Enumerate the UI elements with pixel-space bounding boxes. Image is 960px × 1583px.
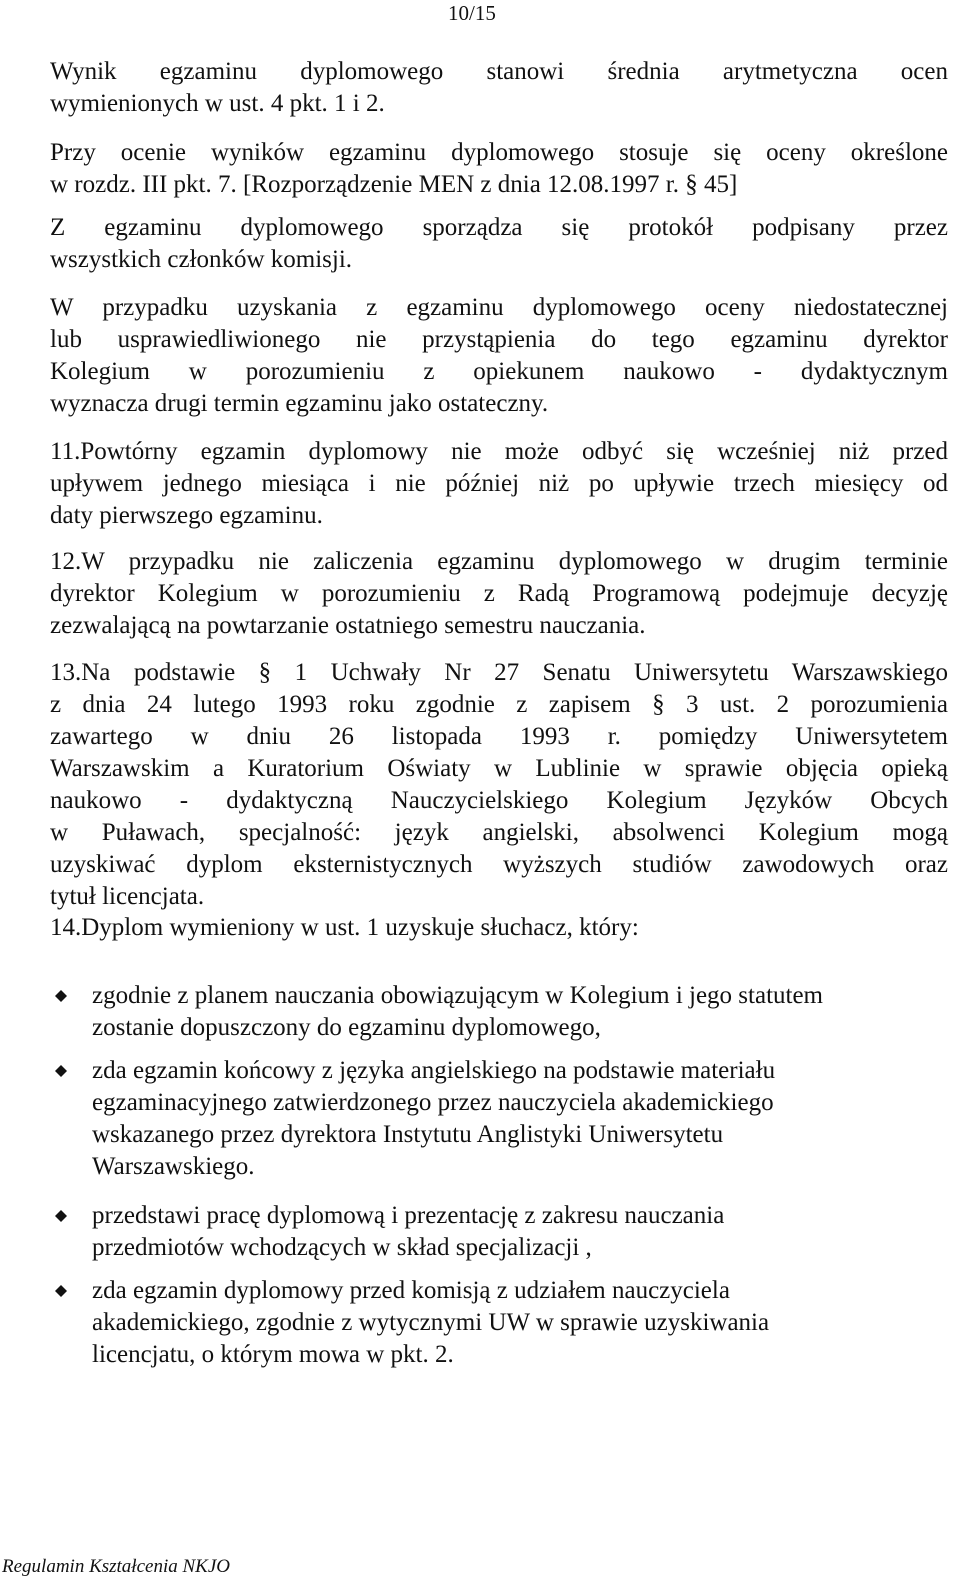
paragraph-14 xyxy=(50,912,948,944)
text-line: zda egzamin końcowy z języka angielskiego na podstawie materiału xyxy=(92,1057,776,1084)
diamond-bullet-icon xyxy=(55,1210,67,1222)
text-line: zawartego w dniu 26 listopada 1993 r. pomiędzy Uniwersytetem xyxy=(50,723,948,750)
text-line: w Puławach, specjalność: język angielski, absolwenci Kolegium mogą xyxy=(50,819,948,846)
text-line: akademickiego, zgodnie z wytycznymi UW w sprawie uzyskiwania xyxy=(92,1309,770,1336)
text-line: wszystkich członków komisji. xyxy=(50,246,353,273)
paragraph-11 xyxy=(50,436,948,532)
text-line: 12.W przypadku nie zaliczenia egzaminu dyplomowego w drugim terminie xyxy=(50,548,948,575)
text-line: W przypadku uzyskania z egzaminu dyplomowego oceny niedostatecznej xyxy=(50,294,948,321)
text-line: Warszawskim a Kuratorium Oświaty w Lublinie w sprawie objęcia opieką xyxy=(50,755,948,782)
diamond-bullet-icon xyxy=(55,1065,67,1077)
text-line: naukowo - dydaktyczną Nauczycielskiego Kolegium Języków Obcych xyxy=(50,787,948,814)
text-line: zezwalającą na powtarzanie ostatniego semestru nauczania. xyxy=(50,612,646,639)
text-line: zostanie dopuszczony do egzaminu dyplomowego, xyxy=(92,1014,601,1041)
text-line: uzyskiwać dyplom eksternistycznych wyższych studiów zawodowych oraz xyxy=(50,851,948,878)
text-line: Przy ocenie wyników egzaminu dyplomowego stosuje się oceny określone xyxy=(50,139,948,166)
text-line: tytuł licencjata. xyxy=(50,883,205,910)
paragraph-second-term xyxy=(50,292,948,420)
text-line: daty pierwszego egzaminu. xyxy=(50,502,323,529)
text-line: wymienionych w ust. 4 pkt. 1 i 2. xyxy=(50,90,385,117)
text-line: przedstawi pracę dyplomową i prezentację z zakresu nauczania xyxy=(92,1202,725,1229)
paragraph-protocol xyxy=(50,212,948,276)
text-line: dyrektor Kolegium w porozumieniu z Radą Programową podejmuje decyzję xyxy=(50,580,948,607)
text-line: przedmiotów wchodzących w skład specjalizacji , xyxy=(92,1234,592,1261)
text-line: Wynik egzaminu dyplomowego stanowi średnia arytmetyczna ocen xyxy=(50,58,948,85)
text-line: lub usprawiedliwionego nie przystąpienia do tego egzaminu dyrektor xyxy=(50,326,948,353)
text-line: 11.Powtórny egzamin dyplomowy nie może odbyć się wcześniej niż przed xyxy=(50,438,948,465)
text-line: egzaminacyjnego zatwierdzonego przez nauczyciela akademickiego xyxy=(92,1089,774,1116)
text-line: wskazanego przez dyrektora Instytutu Anglistyki Uniwersytetu xyxy=(92,1121,724,1148)
text-line: 13.Na podstawie § 1 Uchwały Nr 27 Senatu Uniwersytetu Warszawskiego xyxy=(50,659,948,686)
text-line: licencjatu, o którym mowa w pkt. 2. xyxy=(92,1341,454,1368)
diamond-bullet-icon xyxy=(55,1285,67,1297)
text-line: Warszawskiego. xyxy=(92,1153,255,1180)
page-number: 10/15 xyxy=(448,1,496,25)
text-line: upływem jednego miesiąca i nie później niż po upływie trzech miesięcy od xyxy=(50,470,948,497)
paragraph-exam-grade xyxy=(50,56,948,120)
text-line: 14.Dyplom wymieniony w ust. 1 uzyskuje słuchacz, który: xyxy=(50,914,639,941)
text-line: Z egzaminu dyplomowego sporządza się protokół podpisany przez xyxy=(50,214,948,241)
diamond-bullet-icon xyxy=(55,990,67,1002)
text-line: z dnia 24 lutego 1993 roku zgodnie z zapisem § 3 ust. 2 porozumienia xyxy=(50,691,948,718)
paragraph-grading-rules xyxy=(50,137,948,201)
text-line: w rozdz. III pkt. 7. [Rozporządzenie MEN z dnia 12.08.1997 r. § 45] xyxy=(50,171,738,198)
paragraph-12 xyxy=(50,546,948,642)
text-line: zgodnie z planem nauczania obowiązującym w Kolegium i jego statutem xyxy=(92,982,824,1009)
text-line: wyznacza drugi termin egzaminu jako ostateczny. xyxy=(50,390,549,417)
paragraph-13 xyxy=(50,657,948,913)
text-line: zda egzamin dyplomowy przed komisją z udziałem nauczyciela xyxy=(92,1277,730,1304)
text-line: Kolegium w porozumieniu z opiekunem naukowo - dydaktycznym xyxy=(50,358,948,385)
page-footer: Regulamin Kształcenia NKJO xyxy=(2,1556,230,1577)
